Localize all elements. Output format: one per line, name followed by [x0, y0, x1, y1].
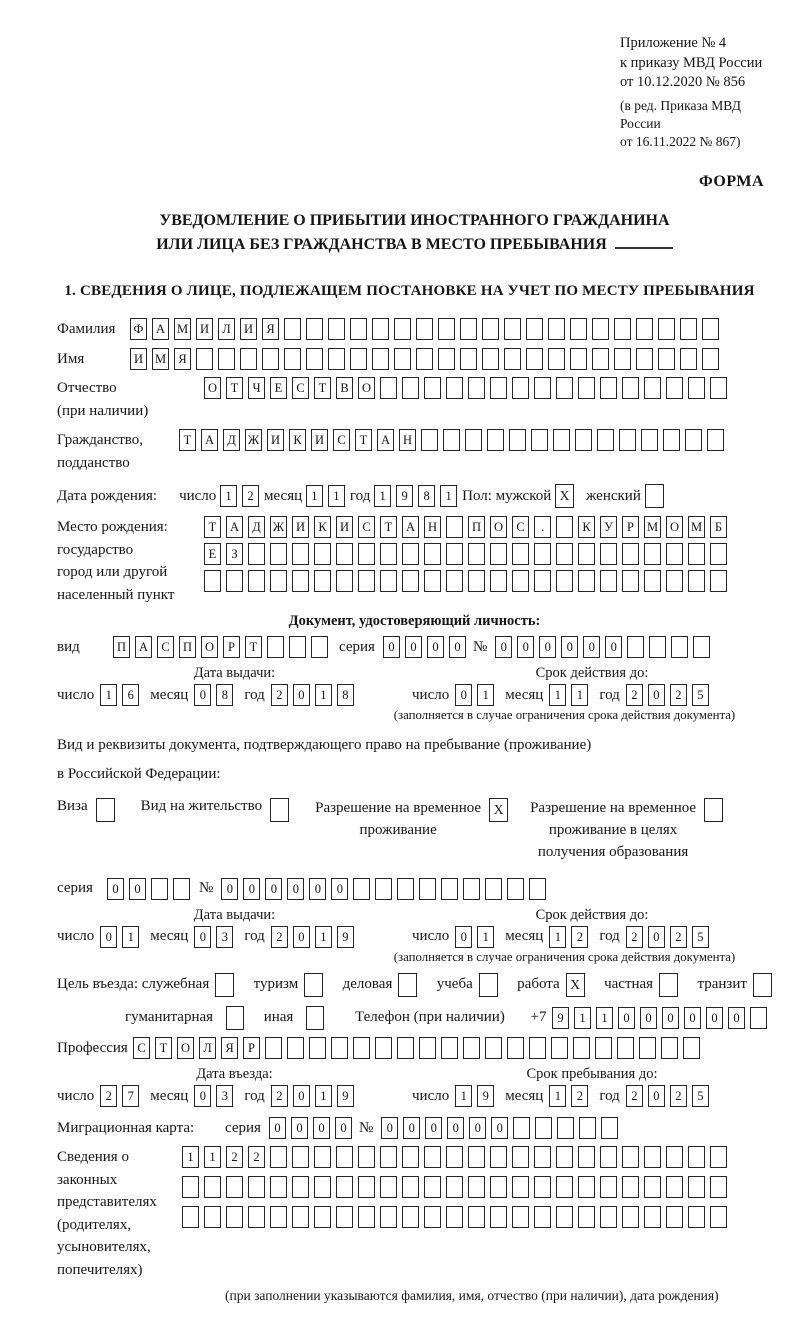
purpose-second-row: [57, 1006, 772, 1030]
entry-month-boxes[interactable]: 0 3: [194, 1085, 238, 1107]
form-label: ФОРМА: [698, 173, 764, 191]
birth-place-label-line3: город или другой: [57, 564, 168, 581]
birth-year-boxes[interactable]: 1 9 8 1: [374, 485, 462, 507]
given-name-row: [57, 348, 772, 371]
patronymic-label: [57, 377, 204, 422]
stay-valid-day-boxes[interactable]: 0 1: [455, 926, 499, 948]
visa-label: Виза: [57, 798, 88, 815]
stay-issue-day-boxes[interactable]: 0 1: [100, 926, 144, 948]
day-label: число: [412, 928, 450, 945]
purpose-study-checkbox[interactable]: [479, 973, 498, 997]
valid-until-header: Срок действия до:: [535, 906, 649, 923]
stay-doc-series-label: серия: [57, 880, 93, 897]
purpose-humanitarian-label: гуманитарная: [125, 1009, 214, 1026]
purpose-official-option: [57, 973, 234, 997]
stay-doc-dates: [57, 907, 772, 948]
representatives-label-line3: представителях: [57, 1194, 157, 1211]
year-label: год: [599, 1087, 620, 1104]
residence-permit-label: Вид на жительство: [140, 798, 263, 815]
purpose-study-option: [437, 973, 498, 997]
id-valid-month-boxes[interactable]: 1 1: [549, 684, 593, 706]
patronymic-label-line2: (при наличии): [57, 402, 149, 419]
id-doc-series-boxes[interactable]: 0 0 0 0: [383, 636, 471, 658]
restriction-note: (заполняется в случае ограничения срока действия документа): [393, 708, 736, 723]
day-label: число: [412, 686, 450, 703]
stay-doc-intro-line1: Вид и реквизиты документа, подтверждающего право на пребывание (проживание): [57, 737, 592, 754]
purpose-transit-checkbox[interactable]: [753, 973, 772, 997]
representatives-label-line1: Сведения о: [57, 1149, 129, 1166]
month-label: месяц: [150, 686, 189, 703]
birth-place-label-line4: населенный пункт: [57, 586, 175, 603]
month-label: месяц: [150, 1087, 189, 1104]
purpose-study-label: учеба: [436, 976, 473, 993]
month-label: месяц: [505, 1087, 544, 1104]
id-doc-valid-group: [412, 665, 772, 706]
year-label: год: [244, 686, 265, 703]
stay-issue-month-boxes[interactable]: 0 3: [194, 926, 238, 948]
day-label: число: [179, 487, 217, 504]
purpose-business-checkbox[interactable]: [398, 973, 417, 997]
year-label: год: [599, 686, 620, 703]
entry-year-boxes[interactable]: 2 0 1 9: [271, 1085, 359, 1107]
sex-female-label: женский: [586, 487, 641, 504]
entry-date-group: [57, 1066, 412, 1107]
birth-place-label: [57, 516, 204, 606]
patronymic-boxes[interactable]: О Т Ч Е С Т В О: [204, 377, 732, 399]
phone-prefix: +7: [530, 1009, 547, 1026]
temp-residence-edu-label-line3: получения образования: [537, 843, 689, 860]
migration-card-row: [57, 1117, 772, 1139]
year-label: год: [244, 1087, 265, 1104]
phone-boxes[interactable]: 9 1 1 0 0 0 0 0 0: [552, 1007, 772, 1029]
stay-doc-number-boxes[interactable]: 0 0 0 0 0 0: [221, 878, 551, 900]
regulation-line: от 16.11.2022 № 867): [620, 134, 741, 150]
id-doc-number-boxes[interactable]: 0 0 0 0 0 0: [495, 636, 715, 658]
purpose-work-option: [517, 973, 585, 997]
citizenship-boxes[interactable]: Т А Д Ж И К И С Т А Н: [179, 429, 729, 451]
surname-row: [57, 318, 772, 341]
migration-card-series-label: серия: [225, 1119, 261, 1136]
visa-option: [57, 798, 115, 822]
month-label: месяц: [150, 928, 189, 945]
sex-male-checkbox[interactable]: X: [555, 484, 574, 508]
title-blank-underline: [615, 233, 673, 249]
regulation-amendment: [620, 97, 772, 152]
id-issue-year-boxes[interactable]: 2 0 1 8: [271, 684, 359, 706]
id-valid-day-boxes[interactable]: 0 1: [455, 684, 499, 706]
purpose-private-checkbox[interactable]: [659, 973, 678, 997]
purpose-business-label: деловая: [342, 976, 393, 993]
residence-permit-option: [141, 798, 289, 822]
form-title: [57, 209, 772, 257]
representatives-label-line2: законных: [57, 1171, 118, 1188]
given-name-label: Имя: [57, 350, 85, 367]
entry-day-boxes[interactable]: 2 7: [100, 1085, 144, 1107]
regulation-line: от 10.12.2020 № 856: [620, 74, 746, 91]
purpose-private-option: [604, 973, 678, 997]
temp-residence-label: [315, 798, 481, 842]
representatives-label-line6: попечителях): [57, 1261, 143, 1278]
sex-female-checkbox[interactable]: [645, 484, 664, 508]
day-label: число: [412, 1087, 450, 1104]
id-doc-type-boxes[interactable]: П А С П О Р Т: [113, 636, 333, 658]
birth-place-boxes: [204, 516, 732, 597]
purpose-other-label: иная: [263, 1009, 294, 1026]
patronymic-label-line1: Отчество: [57, 380, 117, 397]
migration-card-label: Миграционная карта:: [57, 1119, 195, 1136]
birth-day-boxes[interactable]: 1 2: [220, 485, 264, 507]
citizenship-row: [57, 429, 772, 474]
valid-until-header: Срок действия до:: [535, 665, 649, 682]
year-label: год: [349, 487, 371, 504]
stay-doc-issue-group: [57, 907, 412, 948]
stay-until-header: Срок пребывания до:: [526, 1066, 658, 1083]
stay-doc-number-label: №: [199, 880, 214, 897]
purpose-transit-option: [697, 973, 771, 997]
regulation-line: к приказу МВД России: [620, 54, 763, 71]
temp-residence-edu-option: [530, 798, 723, 863]
regulation-reference: [620, 34, 772, 151]
representatives-boxes-row1[interactable]: 1 1 2 2: [182, 1146, 732, 1168]
form-title-line2: [57, 233, 772, 257]
regulation-line: (в ред. Приказа МВД России: [620, 97, 741, 131]
stay-until-day-boxes[interactable]: 1 9: [455, 1085, 499, 1107]
day-label: число: [57, 686, 95, 703]
id-doc-type-label: вид: [57, 638, 80, 655]
id-valid-year-boxes[interactable]: 2 0 2 5: [626, 684, 714, 706]
purpose-tourism-label: туризм: [253, 976, 299, 993]
id-doc-issue-group: [57, 665, 412, 706]
id-doc-number-label: №: [472, 638, 488, 655]
entry-date-header: Дата въезда:: [196, 1066, 273, 1083]
stay-doc-series-boxes[interactable]: 0 0: [107, 878, 195, 900]
day-label: число: [57, 1087, 95, 1104]
birth-place-boxes-row3[interactable]: [204, 570, 732, 592]
surname-boxes[interactable]: Ф А М И Л И Я: [130, 318, 724, 340]
birth-month-boxes[interactable]: 1 1: [306, 485, 350, 507]
birth-place-boxes-row1[interactable]: Т А Д Ж И К И С Т А Н П О С . К У Р М О М Б: [204, 516, 732, 538]
purpose-transit-label: транзит: [697, 976, 747, 993]
purpose-humanitarian-checkbox[interactable]: [226, 1006, 244, 1030]
stay-doc-intro: [57, 731, 772, 788]
profession-row: [57, 1037, 772, 1060]
id-issue-day-boxes[interactable]: 1 6: [100, 684, 144, 706]
month-label: месяц: [264, 487, 303, 504]
representatives-boxes-row3[interactable]: [182, 1206, 732, 1228]
id-doc-dates: [57, 665, 772, 706]
stay-valid-month-boxes[interactable]: 1 2: [549, 926, 593, 948]
temp-residence-edu-label-line1: Разрешение на временное: [530, 800, 697, 817]
stay-doc-intro-line2: в Российской Федерации:: [57, 765, 221, 782]
birth-place-boxes-row2[interactable]: Е З: [204, 543, 732, 565]
temp-residence-checkbox[interactable]: X: [489, 798, 508, 822]
purpose-official-label: Цель въезда: служебная: [57, 976, 210, 993]
day-label: число: [57, 928, 95, 945]
birth-place-label-line2: государство: [57, 541, 134, 558]
identity-document-header: Документ, удостоверяющий личность:: [288, 613, 541, 630]
given-name-boxes[interactable]: И М Я: [130, 348, 724, 370]
citizenship-label: [57, 429, 179, 474]
purpose-other-checkbox[interactable]: [306, 1006, 324, 1030]
entry-dates: [57, 1066, 772, 1107]
birth-place-label-line1: Место рождения:: [57, 519, 168, 536]
sex-male-label: Пол: мужской: [462, 487, 552, 504]
birth-date-row: [57, 484, 772, 508]
representatives-row: [57, 1146, 772, 1281]
restriction-note: (заполняется в случае ограничения срока действия документа): [393, 949, 736, 964]
section-1-title: 1. СВЕДЕНИЯ О ЛИЦЕ, ПОДЛЕЖАЩЕМ ПОСТАНОВКЕ НА УЧЕТ ПО МЕСТУ ПРЕБЫВАНИЯ: [64, 283, 755, 300]
migration-card-series-boxes[interactable]: 0 0 0 0: [269, 1117, 357, 1139]
temp-residence-option: [315, 798, 508, 842]
birth-date-label: Дата рождения:: [57, 487, 158, 504]
purpose-work-checkbox[interactable]: X: [566, 973, 585, 997]
profession-boxes[interactable]: С Т О Л Я Р: [133, 1037, 705, 1059]
stay-doc-valid-group: [412, 907, 772, 948]
entry-purpose-row: [57, 973, 772, 997]
stay-doc-series-row: [57, 878, 772, 900]
purpose-private-label: частная: [604, 976, 654, 993]
stay-until-group: [412, 1066, 772, 1107]
year-label: год: [244, 928, 265, 945]
temp-residence-edu-checkbox[interactable]: [704, 798, 723, 822]
profession-label: Профессия: [57, 1039, 128, 1056]
id-doc-row: [57, 636, 772, 658]
form-title-line2-text: ИЛИ ЛИЦА БЕЗ ГРАЖДАНСТВА В МЕСТО ПРЕБЫВАНИЯ: [156, 236, 607, 254]
year-label: год: [599, 928, 620, 945]
stay-valid-year-boxes[interactable]: 2 0 2 5: [626, 926, 714, 948]
issue-date-header: Дата выдачи:: [193, 906, 276, 923]
citizenship-label-line2: подданство: [57, 454, 130, 471]
id-issue-month-boxes[interactable]: 0 8: [194, 684, 238, 706]
birth-place-row: [57, 516, 772, 606]
citizenship-label-line1: Гражданство,: [57, 432, 144, 449]
issue-date-header: Дата выдачи:: [193, 665, 276, 682]
representatives-boxes-row2[interactable]: [182, 1176, 732, 1198]
patronymic-row: [57, 377, 772, 422]
representatives-label-line5: усыновителях,: [57, 1239, 151, 1256]
residence-permit-checkbox[interactable]: [270, 798, 289, 822]
temp-residence-edu-label: [530, 798, 696, 863]
temp-residence-label-line1: Разрешение на временное: [315, 800, 482, 817]
purpose-work-label: работа: [517, 976, 560, 993]
visa-checkbox[interactable]: [96, 798, 115, 822]
regulation-line: Приложение № 4: [620, 35, 727, 51]
temp-residence-edu-label-line2: проживание в целях: [548, 822, 678, 839]
id-doc-series-label: серия: [339, 638, 375, 655]
representatives-label: [57, 1146, 182, 1281]
representatives-label-line4: (родителях,: [57, 1216, 132, 1233]
form-title-line1: УВЕДОМЛЕНИЕ О ПРИБЫТИИ ИНОСТРАННОГО ГРАЖДАНИНА: [159, 212, 670, 230]
purpose-tourism-option: [254, 973, 324, 997]
migration-card-number-label: №: [358, 1119, 374, 1136]
stay-issue-year-boxes[interactable]: 2 0 1 9: [271, 926, 359, 948]
purpose-business-option: [343, 973, 418, 997]
month-label: месяц: [505, 928, 544, 945]
stay-until-year-boxes[interactable]: 2 0 2 5: [626, 1085, 714, 1107]
stay-doc-type-row: [57, 798, 772, 863]
representatives-boxes: [182, 1146, 732, 1233]
month-label: месяц: [505, 686, 544, 703]
purpose-tourism-checkbox[interactable]: [304, 973, 323, 997]
stay-until-month-boxes[interactable]: 1 2: [549, 1085, 593, 1107]
representatives-note: (при заполнении указываются фамилия, имя, отчество (при наличии), дата рождения): [225, 1288, 719, 1304]
phone-label: Телефон (при наличии): [355, 1009, 505, 1026]
surname-label: Фамилия: [57, 321, 116, 338]
purpose-official-checkbox[interactable]: [215, 973, 234, 997]
temp-residence-label-line2: проживание: [359, 822, 437, 839]
migration-card-number-boxes[interactable]: 0 0 0 0 0 0: [381, 1117, 623, 1139]
